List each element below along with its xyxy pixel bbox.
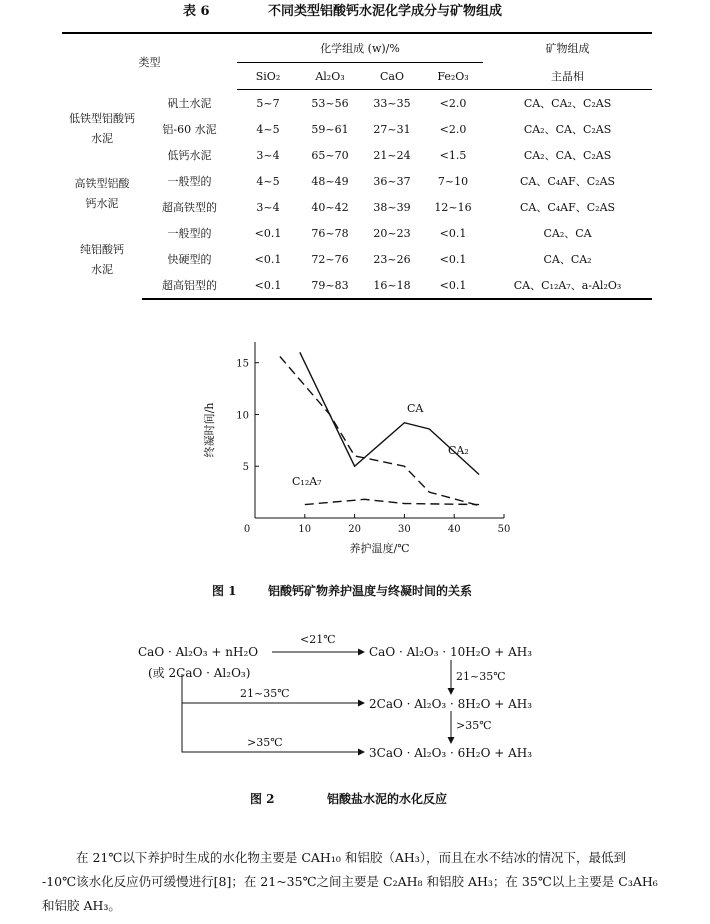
cell-sub: 超高铝型的 bbox=[142, 272, 237, 299]
cell-phase: CA₂、CA bbox=[543, 227, 592, 240]
x-tick-label: 30 bbox=[398, 524, 411, 535]
cell-al2o3: 65~70 bbox=[311, 148, 349, 162]
fig1-caption-text: 铝酸钙矿物养护温度与终凝时间的关系 bbox=[268, 584, 473, 598]
cell-sio2: <0.1 bbox=[237, 272, 299, 299]
body-line-3: 和铝胶 AH₃。 bbox=[42, 898, 121, 913]
cell-sub: 快硬型的 bbox=[167, 253, 212, 266]
condition-down-1: 21~35℃ bbox=[456, 670, 506, 683]
fig2-caption-number: 图 2 bbox=[250, 792, 275, 806]
cell-al2o3: 48~49 bbox=[311, 174, 349, 188]
product-1: CaO · Al₂O₃ · 10H₂O + AH₃ bbox=[369, 645, 533, 659]
cell-sub: 低钙水泥 bbox=[167, 149, 212, 162]
header-col-cao: CaO bbox=[361, 63, 423, 90]
header-col-sio2: SiO₂ bbox=[237, 63, 299, 90]
cell-cao: 21~24 bbox=[373, 148, 411, 162]
cell-fe2o3: 12~16 bbox=[434, 200, 472, 214]
cell-al2o3: 76~78 bbox=[311, 226, 349, 240]
cell-sub: 一般型的 bbox=[167, 175, 212, 188]
cell-fe2o3: <0.1 bbox=[439, 226, 467, 240]
reactant-2: (或 2CaO · Al₂O₃) bbox=[148, 666, 251, 680]
series-label-2: C₁₂A₇ bbox=[292, 475, 322, 488]
cell-sio2: 4~5 bbox=[256, 122, 280, 136]
table-title: 不同类型铝酸钙水泥化学成分与矿物组成 bbox=[268, 4, 503, 19]
cell-phase: CA、C₄AF、C₂AS bbox=[519, 201, 616, 214]
cell-fe2o3: 7~10 bbox=[437, 174, 469, 188]
group-name-line: 钙水泥 bbox=[85, 197, 119, 210]
cell-cao: 16~18 bbox=[361, 272, 423, 299]
cell-fe2o3: <1.5 bbox=[439, 148, 467, 162]
fig2-caption-text: 铝酸盐水泥的水化反应 bbox=[327, 792, 448, 806]
cell-phase: CA、C₄AF、C₂AS bbox=[519, 175, 616, 188]
cell-cao: 38~39 bbox=[373, 200, 411, 214]
condition-3: >35℃ bbox=[247, 736, 283, 749]
cell-cao: 27~31 bbox=[373, 122, 411, 136]
cell-sub: 一般型的 bbox=[167, 227, 212, 240]
product-3: 3CaO · Al₂O₃ · 6H₂O + AH₃ bbox=[369, 746, 533, 760]
cell-cao: 33~35 bbox=[373, 96, 411, 110]
header-chem: 化学组成 (w)/% bbox=[237, 33, 483, 63]
header-main-phase: 主晶相 bbox=[483, 63, 652, 90]
group-name-line: 低铁型铝酸钙 bbox=[69, 111, 135, 125]
y-tick-label: 5 bbox=[242, 462, 249, 474]
header-type: 类型 bbox=[62, 33, 237, 90]
cell-cao: 23~26 bbox=[373, 252, 411, 266]
y-tick-label: 15 bbox=[236, 358, 249, 370]
reactant-1: CaO · Al₂O₃ + nH₂O bbox=[138, 645, 259, 659]
x-tick-label: 20 bbox=[348, 524, 361, 535]
cell-sub: 矾土水泥 bbox=[167, 96, 212, 110]
cell-sio2: 5~7 bbox=[256, 96, 280, 110]
cell-sio2: <0.1 bbox=[254, 252, 282, 266]
fig1-caption-number: 图 1 bbox=[212, 584, 237, 598]
group-name-line: 水泥 bbox=[91, 262, 113, 276]
cell-fe2o3: <0.1 bbox=[439, 252, 467, 266]
cell-fe2o3: <0.1 bbox=[423, 272, 483, 299]
x-tick-label: 0 bbox=[243, 524, 251, 535]
group-name-line: 纯铝酸钙 bbox=[80, 242, 124, 256]
cell-phase: CA、CA₂ bbox=[543, 253, 592, 266]
x-tick-label: 40 bbox=[447, 524, 461, 535]
arrow-to-product-3 bbox=[182, 703, 364, 752]
cell-al2o3: 72~76 bbox=[311, 252, 349, 266]
body-line-2: -10℃该水化反应仍可缓慢进行[8]；在 21~35℃之间主要是 C₂AH₈ 和铝胶 AH₃；在 35℃以上主要是 C₃AH₆ bbox=[42, 874, 658, 889]
cell-cao: 20~23 bbox=[373, 226, 411, 240]
table-number: 表 6 bbox=[183, 4, 210, 19]
cell-al2o3: 40~42 bbox=[311, 200, 349, 214]
body-paragraph bbox=[42, 846, 682, 918]
group-name-line: 水泥 bbox=[91, 131, 113, 145]
group-name-line: 高铁型铝酸 bbox=[74, 177, 130, 190]
cell-al2o3: 59~61 bbox=[311, 122, 349, 136]
cell-fe2o3: <2.0 bbox=[439, 122, 467, 136]
cell-fe2o3: <2.0 bbox=[439, 96, 467, 110]
cell-cao: 36~37 bbox=[373, 174, 411, 188]
cell-sio2: 4~5 bbox=[256, 174, 280, 188]
arrow-to-product-2 bbox=[182, 674, 364, 703]
body-line-1: 在 21℃以下养护时生成的水化物主要是 CAH₁₀ 和铝胶（AH₃），而且在水不结冰的情况下，最低到 bbox=[76, 850, 627, 865]
cell-sub: 超高铁型的 bbox=[162, 201, 217, 214]
series-label-1: CA₂ bbox=[448, 444, 469, 457]
cell-al2o3: 79~83 bbox=[299, 272, 361, 299]
cell-phase: CA、C₁₂A₇、a-Al₂O₃ bbox=[483, 272, 652, 299]
condition-down-2: >35℃ bbox=[456, 719, 492, 732]
cell-al2o3: 53~56 bbox=[311, 96, 349, 110]
product-2: 2CaO · Al₂O₃ · 8H₂O + AH₃ bbox=[369, 697, 533, 711]
y-axis-label: 终凝时间/h bbox=[203, 402, 216, 458]
condition-1: <21℃ bbox=[300, 633, 336, 646]
x-tick-label: 50 bbox=[497, 524, 511, 535]
y-tick-label: 10 bbox=[236, 410, 249, 422]
condition-2: 21~35℃ bbox=[240, 687, 290, 700]
cell-sub: 铝-60 水泥 bbox=[162, 123, 217, 136]
x-axis-label: 养护温度/℃ bbox=[349, 542, 410, 555]
header-col-al2o3: Al₂O₃ bbox=[299, 63, 361, 90]
header-col-fe2o3: Fe₂O₃ bbox=[423, 63, 483, 90]
series-label-0: CA bbox=[407, 402, 424, 415]
x-tick-label: 10 bbox=[298, 524, 312, 535]
cell-phase: CA₂、CA、C₂AS bbox=[523, 123, 612, 136]
cell-phase: CA、CA₂、C₂AS bbox=[523, 97, 612, 110]
cell-sio2: <0.1 bbox=[254, 226, 282, 240]
cell-sio2: 3~4 bbox=[256, 148, 280, 162]
header-mineral: 矿物组成 bbox=[483, 33, 652, 63]
cell-phase: CA₂、CA、C₂AS bbox=[523, 149, 612, 162]
cell-sio2: 3~4 bbox=[256, 200, 280, 214]
